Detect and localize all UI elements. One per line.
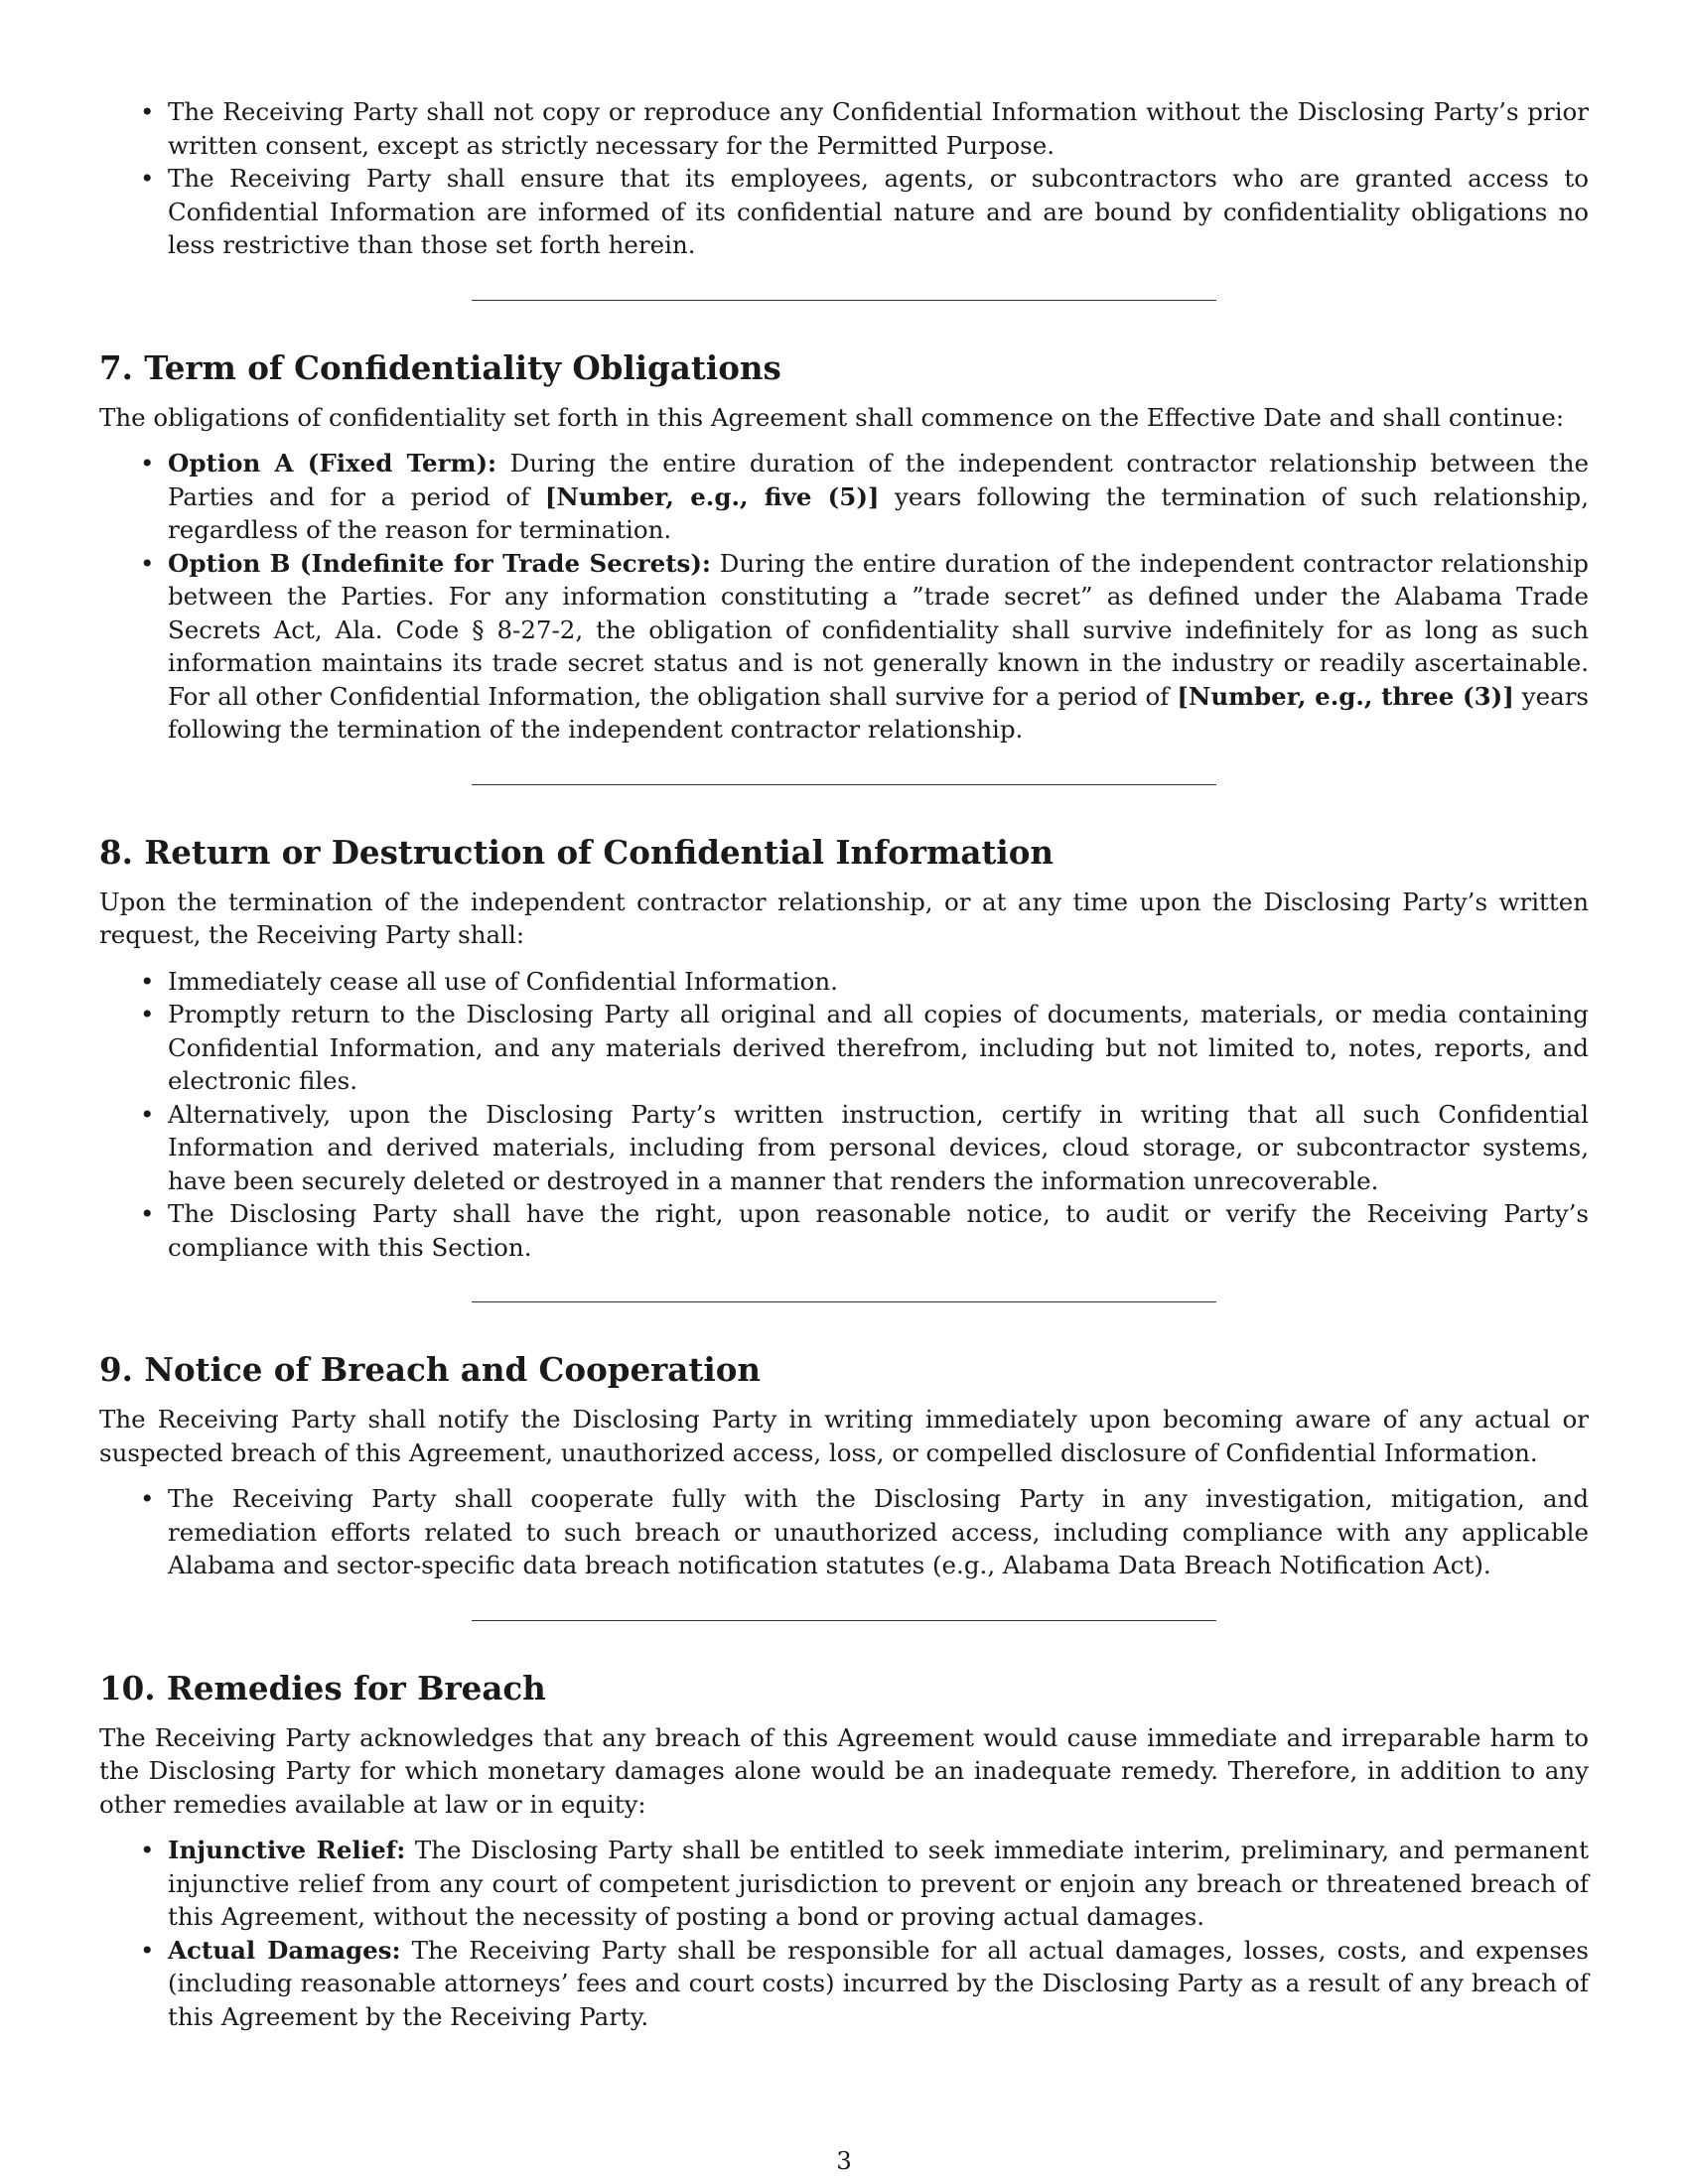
list-item-actual-damages (99, 1934, 1589, 2034)
option-b-placeholder: [Number, e.g., three (3)] (1177, 681, 1514, 711)
section-8-heading: 8. Return or Destruction of Confidential Information (99, 832, 1055, 872)
section-10-intro: The Receiving Party acknowledges that any breach of this Agreement would cause immediate and irreparable harm to the Disclosing Party for which monetary damages alone would be an inadequate remedy. Therefore, in addition to any other remedies available at law or in equity: (99, 1722, 1589, 1819)
option-a-label: Option A (Fixed Term): (168, 449, 497, 478)
page-number: 3 (836, 2146, 852, 2175)
option-b-label: Option B (Indefinite for Trade Secrets): (168, 548, 711, 578)
list-item: • Promptly return to the Disclosing Party all original and all copies of documents, materials, or media containing Confidential Information, and any materials derived therefrom, including but not limited to, notes, reports, and electronic files. (99, 998, 1589, 1098)
section-10-bullet-list (99, 1834, 1589, 2033)
section-9-bullet-list (99, 1482, 1589, 1582)
section-8-intro: Upon the termination of the independent contractor relationship, or at any time upon the Disclosing Party’s written request, the Receiving Party shall: (99, 887, 1589, 949)
option-b-text-2: years following the termination of the independent contractor relationship. (168, 681, 1590, 744)
option-a-text-2: years following the termination of such relationship, regardless of the reason for termination. (168, 481, 1590, 544)
actual-damages-text: The Receiving Party shall be responsible for all actual damages, losses, costs, and expenses (including reasonable attorneys’ fees and court costs) incurred by the Disclosing Party as a result of any breach of this Agreement by the Receiving Party. (168, 1935, 1590, 2031)
injunctive-relief-text: The Disclosing Party shall be entitled to seek immediate interim, preliminary, and permanent injunctive relief from any court of competent jurisdiction to prevent or enjoin any breach or threatened breach of this Agreement, without the necessity of posting a bond or proving actual damages. (168, 1836, 1589, 1931)
option-a-text-1: During the entire duration of the independent contractor relationship between the Parties and for a period of (168, 449, 1589, 511)
list-item: • The Disclosing Party shall have the right, upon reasonable notice, to audit or verify the Receiving Party’s compliance with this Section. (99, 1197, 1589, 1264)
list-item: • Immediately cease all use of Confidential Information. (99, 965, 1589, 999)
list-item-option-a (99, 447, 1589, 547)
continuation-bullet-list (99, 95, 1589, 262)
section-9-heading: 9. Notice of Breach and Cooperation (99, 1350, 761, 1389)
section-9-intro: The Receiving Party shall notify the Disclosing Party in writing immediately upon becoming aware of any actual or suspected breach of this Agreement, unauthorized access, loss, or compelled disclosure of Confidential Information. (99, 1405, 1589, 1467)
section-10-heading: 10. Remedies for Breach (99, 1668, 546, 1707)
list-item-option-b (99, 547, 1589, 747)
list-item: • The Receiving Party shall ensure that its employees, agents, or subcontractors who are granted access to Confidential Information are informed of its confidential nature and are bound by confidentiality obligations no less restrictive than those set forth herein. (99, 162, 1589, 262)
actual-damages-label: Actual Damages: (168, 1935, 401, 1965)
list-item: • Alternatively, upon the Disclosing Party’s written instruction, certify in writing that all such Confidential Information and derived materials, including from personal devices, cloud storage, or subcontractor systems, have been securely deleted or destroyed in a manner that renders the information unrecoverable. (99, 1098, 1589, 1198)
document-page (99, 95, 1589, 2033)
section-7-bullet-list (99, 447, 1589, 747)
section-7-intro: The obligations of confidentiality set forth in this Agreement shall commence on the Effective Date and shall continue: (99, 402, 1565, 432)
section-7-heading: 7. Term of Confidentiality Obligations (99, 347, 781, 387)
list-item: • The Receiving Party shall cooperate fully with the Disclosing Party in any investigation, mitigation, and remediation efforts related to such breach or unauthorized access, including compliance with any applicable Alabama and sector-specific data breach notification statutes (e.g., Alabama Data Breach Notification Act). (99, 1482, 1589, 1582)
option-a-placeholder: [Number, e.g., five (5)] (544, 481, 880, 511)
injunctive-relief-label: Injunctive Relief: (168, 1836, 406, 1864)
section-8-bullet-list (99, 965, 1589, 1265)
list-item: • The Receiving Party shall not copy or reproduce any Confidential Information without the Disclosing Party’s prior written consent, except as strictly necessary for the Permitted Purpose. (99, 95, 1589, 162)
option-b-text-1: During the entire duration of the independent contractor relationship between the Parties. For any information constituting a ”trade secret” as defined under the Alabama Trade Secrets Act, Ala. Code § 8-27-2, the obligation of confidentiality shall survive indefinitely for as long as such information maintains its trade secret status and is not generally known in the industry or readily ascertainable. For all other Confidential Information, the obligation shall survive for a period of (168, 548, 1589, 711)
list-item-injunctive-relief (99, 1834, 1589, 1934)
